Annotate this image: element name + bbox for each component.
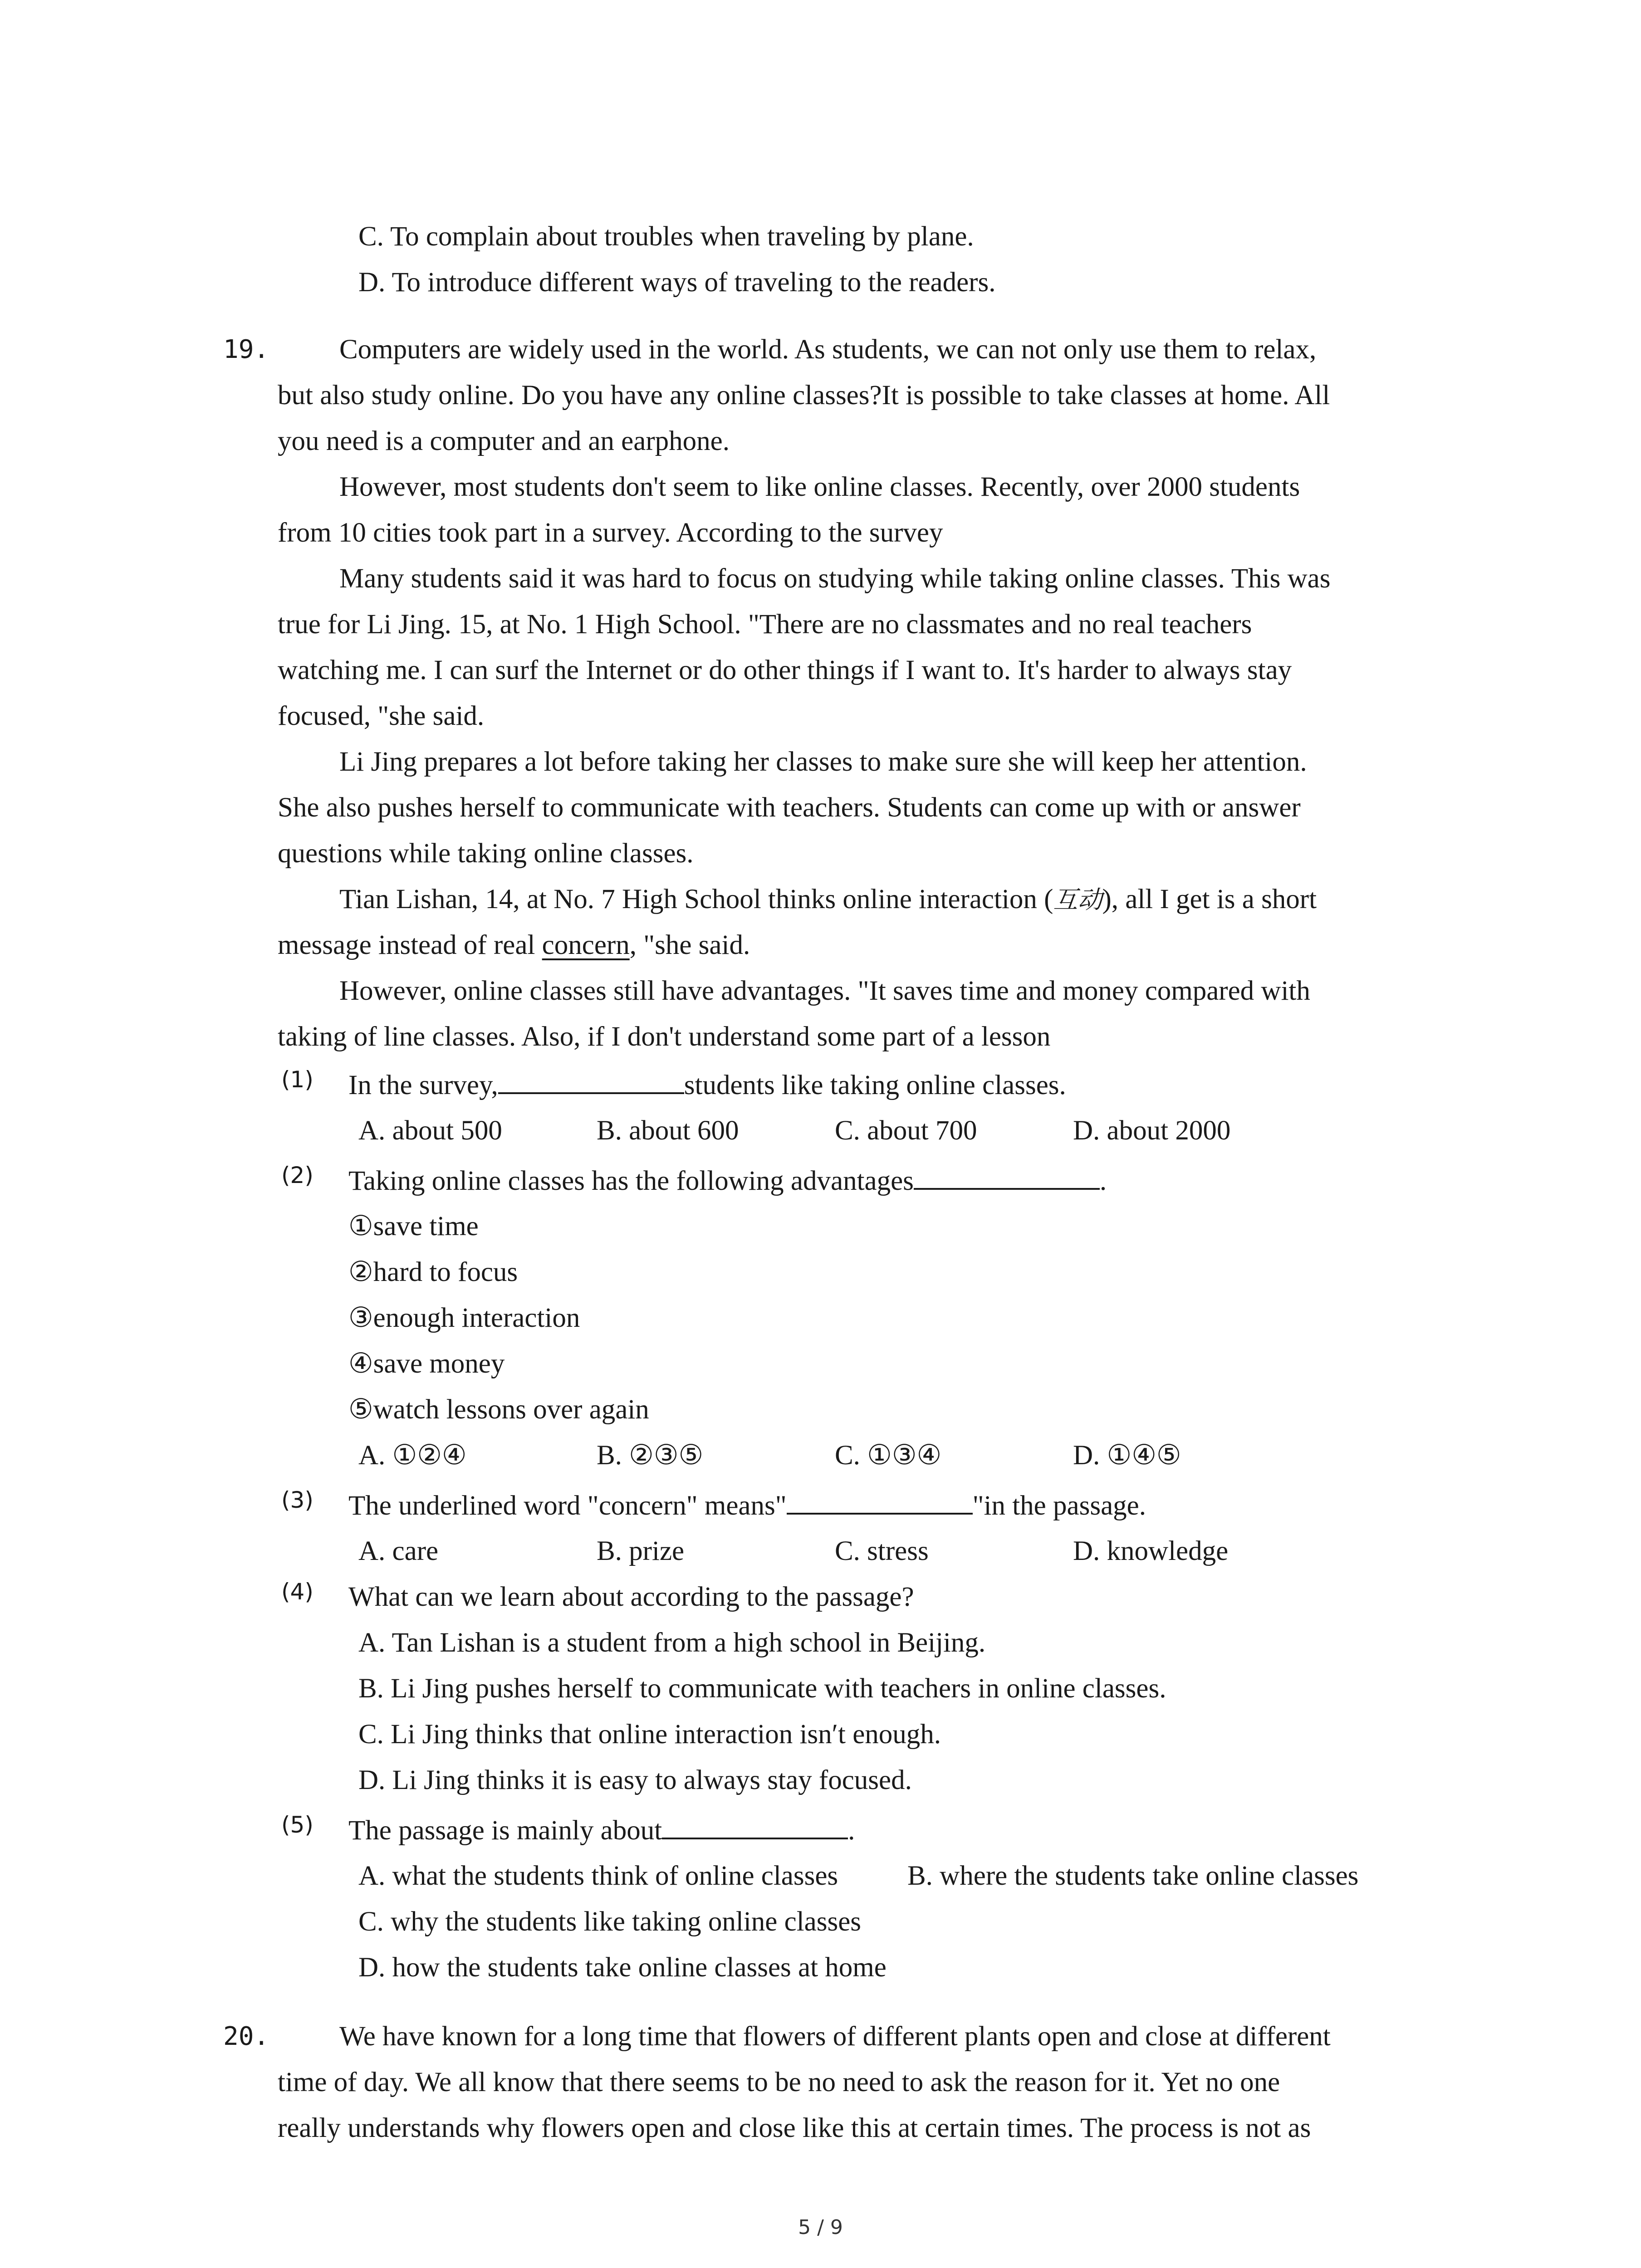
sub3-stem: The underlined word "concern" means" "in the passage. (348, 1487, 1146, 1524)
q20-number: 20. (223, 2022, 269, 2051)
sub2-option-a: A. ①②④ (358, 1440, 467, 1471)
answer-blank (662, 1812, 848, 1839)
q19-p3-line4: focused, "she said. (278, 701, 485, 731)
q20-line3: really understands why flowers open and close like this at certain times. The process is not as (278, 2113, 1311, 2143)
q18-option-c: C. To complain about troubles when traveling by plane. (358, 221, 974, 252)
sub5-stem: The passage is mainly about . (348, 1812, 855, 1849)
sub4-number: (4) (281, 1579, 314, 1605)
q19-p5-line2: message instead of real concern, "she said. (278, 930, 750, 960)
sub2-number: (2) (281, 1162, 314, 1188)
sub5-option-c: C. why the students like taking online classes (358, 1906, 862, 1937)
sub1-option-b: B. about 600 (597, 1115, 739, 1146)
sub5-option-d: D. how the students take online classes at home (358, 1952, 887, 1983)
q19-p3-line1: Many students said it was hard to focus on studying while taking online classes. This was (339, 563, 1331, 594)
q19-p2-line2: from 10 cities took part in a survey. According to the survey (278, 518, 943, 548)
q19-p1-line2: but also study online. Do you have any online classes?It is possible to take classes at home. All (278, 380, 1330, 411)
q19-p6-line1: However, online classes still have advantages. "It saves time and money compared with (339, 976, 1310, 1006)
q19-p3-line3: watching me. I can surf the Internet or do other things if I want to. It's harder to always stay (278, 655, 1292, 685)
sub5-option-b: B. where the students take online classes (907, 1861, 1359, 1891)
sub2-option-b: B. ②③⑤ (597, 1440, 704, 1471)
q19-p1-line3: you need is a computer and an earphone. (278, 426, 730, 456)
answer-blank (787, 1487, 973, 1515)
sub4-option-d: D. Li Jing thinks it is easy to always stay focused. (358, 1765, 912, 1795)
sub5-option-a: A. what the students think of online classes (358, 1861, 838, 1891)
q19-p3-line2: true for Li Jing. 15, at No. 1 High School. "There are no classmates and no real teachers (278, 609, 1252, 640)
q19-number: 19. (223, 335, 269, 364)
q19-p2-line1: However, most students don't seem to like online classes. Recently, over 2000 students (339, 472, 1300, 502)
sub2-item-1: ①save time (348, 1211, 479, 1242)
q19-p4-line3: questions while taking online classes. (278, 838, 694, 869)
sub4-option-c: C. Li Jing thinks that online interaction isn′t enough. (358, 1719, 941, 1750)
sub3-option-c: C. stress (835, 1536, 929, 1566)
sub1-option-c: C. about 700 (835, 1115, 977, 1146)
sub2-item-3: ③enough interaction (348, 1303, 580, 1333)
sub2-stem: Taking online classes has the following advantages . (348, 1163, 1107, 1199)
sub4-option-a: A. Tan Lishan is a student from a high school in Beijing. (358, 1628, 986, 1658)
sub2-item-2: ②hard to focus (348, 1257, 518, 1287)
sub4-stem: What can we learn about according to the passage? (348, 1582, 914, 1612)
sub1-number: (1) (281, 1066, 314, 1093)
answer-blank (914, 1163, 1100, 1190)
sub3-option-d: D. knowledge (1073, 1536, 1229, 1566)
underlined-word-concern: concern (542, 930, 630, 960)
sub3-option-a: A. care (358, 1536, 439, 1566)
sub1-option-d: D. about 2000 (1073, 1115, 1231, 1146)
sub2-item-4: ④save money (348, 1349, 505, 1379)
q19-p4-line2: She also pushes herself to communicate with teachers. Students can come up with or answer (278, 792, 1301, 823)
q19-p1-line1: Computers are widely used in the world. As students, we can not only use them to relax, (339, 334, 1317, 365)
page-number: 5 / 9 (798, 2216, 843, 2239)
sub1-stem: In the survey, students like taking online classes. (348, 1067, 1066, 1104)
answer-blank (498, 1067, 684, 1094)
q20-line1: We have known for a long time that flowers of different plants open and close at different (339, 2021, 1331, 2052)
sub2-option-d: D. ①④⑤ (1073, 1440, 1181, 1471)
q19-p5-line1: Tian Lishan, 14, at No. 7 High School thinks online interaction (互动), all I get is a short (339, 884, 1317, 914)
sub2-option-c: C. ①③④ (835, 1440, 942, 1471)
q20-line2: time of day. We all know that there seems to be no need to ask the reason for it. Yet no one (278, 2067, 1280, 2097)
q18-option-d: D. To introduce different ways of traveling to the readers. (358, 267, 996, 298)
sub1-option-a: A. about 500 (358, 1115, 502, 1146)
chinese-gloss: 互动 (1053, 885, 1102, 914)
sub4-option-b: B. Li Jing pushes herself to communicate with teachers in online classes. (358, 1673, 1166, 1704)
sub3-number: (3) (281, 1487, 314, 1513)
sub3-option-b: B. prize (597, 1536, 685, 1566)
q19-p4-line1: Li Jing prepares a lot before taking her classes to make sure she will keep her attention. (339, 747, 1307, 777)
sub5-number: (5) (281, 1812, 314, 1838)
sub2-item-5: ⑤watch lessons over again (348, 1394, 649, 1425)
q19-p6-line2: taking of line classes. Also, if I don't understand some part of a lesson (278, 1022, 1051, 1052)
